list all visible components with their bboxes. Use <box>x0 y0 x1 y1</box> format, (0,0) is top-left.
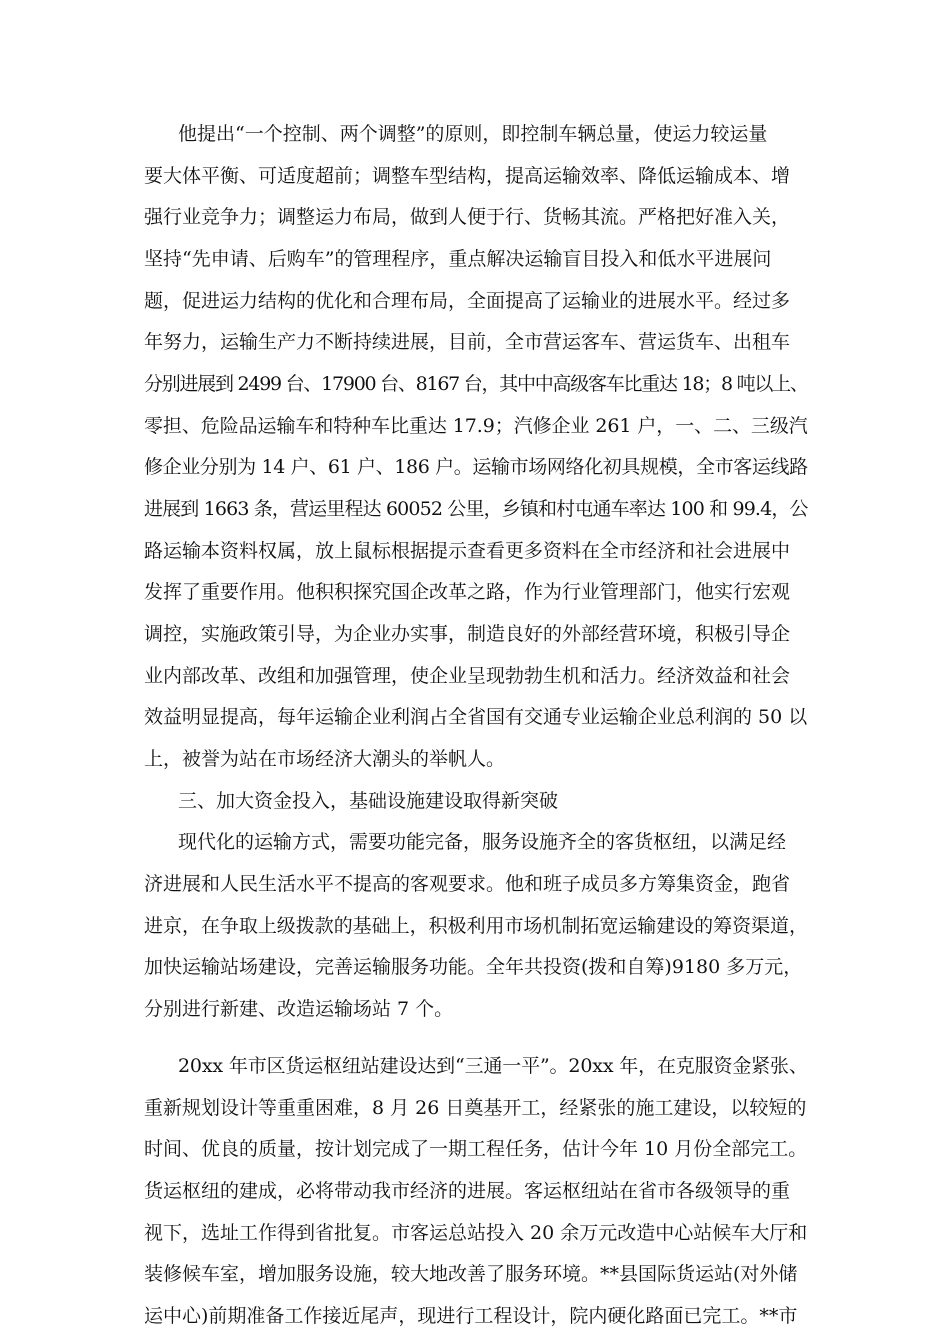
text-line: 视下，选址工作得到省批复。市客运总站投入 20 余万元改造中心站候车大厅和 <box>144 1222 808 1244</box>
text-line: 零担、危险品运输车和特种车比重达 17.9；汽修企业 261 户，一、二、三级汽 <box>144 415 808 437</box>
text-line: 效益明显提高，每年运输企业利润占全省国有交通专业运输企业总利润的 50 以 <box>144 706 808 728</box>
text-line: 重新规划设计等重重困难，8 月 26 日奠基开工，经紧张的施工建设，以较短的 <box>144 1097 807 1119</box>
text-line: 年努力，运输生产力不断持续进展，目前，全市营运客车、营运货车、出租车 <box>144 331 791 353</box>
text-line: 时间、优良的质量，按计划完成了一期工程任务，估计今年 10 月份全部完工。 <box>144 1138 808 1160</box>
text-line: 进展到 1663 条，营运里程达 60052 公里，乡镇和村屯通车率达 100 和 99.4，公 <box>144 498 808 520</box>
section-heading: 三、加大资金投入，基础设施建设取得新突破 <box>178 790 559 812</box>
text-line: 发挥了重要作用。他积积探究国企改革之路，作为行业管理部门，他实行宏观 <box>144 581 791 603</box>
text-line: 路运输本资料权属，放上鼠标根据提示查看更多资料在全市经济和社会进展中 <box>144 540 791 562</box>
text-line: 调控，实施政策引导，为企业办实事，制造良好的外部经营环境，积极引导企 <box>144 623 791 645</box>
text-line: 业内部改革、改组和加强管理，使企业呈现勃勃生机和活力。经济效益和社会 <box>144 665 791 687</box>
text-line: 运中心)前期准备工作接近尾声，现进行工程设计，院内硬化路面已完工。**市 <box>144 1305 798 1327</box>
text-line: 上，被誉为站在市场经济大潮头的举帆人。 <box>144 748 506 770</box>
text-line: 进京，在争取上级拨款的基础上，积极利用市场机制拓宽运输建设的筹资渠道， <box>144 915 809 937</box>
text-line: 货运枢纽的建成，必将带动我市经济的进展。客运枢纽站在省市各级领导的重 <box>144 1180 791 1202</box>
text-line: 他提出“一个控制、两个调整”的原则，即控制车辆总量，使运力较运量 <box>178 123 768 145</box>
text-line: 修企业分别为 14 户、61 户、186 户。运输市场网络化初具规模，全市客运线路 <box>144 456 808 478</box>
text-line: 20xx 年市区货运枢纽站建设达到“三通一平”。20xx 年，在克服资金紧张、 <box>178 1055 808 1077</box>
text-line: 现代化的运输方式，需要功能完备，服务设施齐全的客货枢纽，以满足经 <box>178 831 787 853</box>
text-line: 要大体平衡、可适度超前；调整车型结构，提高运输效率、降低运输成本、增 <box>144 165 791 187</box>
text-line: 强行业竞争力；调整运力布局，做到人便于行、货畅其流。严格把好准入关， <box>144 206 791 228</box>
text-line: 装修候车室，增加服务设施，较大地改善了服务环境。**县国际货运站(对外储 <box>144 1263 798 1285</box>
text-line: 济进展和人民生活水平不提高的客观要求。他和班子成员多方筹集资金，跑省 <box>144 873 791 895</box>
text-line: 加快运输站场建设，完善运输服务功能。全年共投资(拨和自筹)9180 多万元， <box>144 956 803 978</box>
text-line: 坚持“先申请、后购车”的管理程序，重点解决运输盲目投入和低水平进展问 <box>144 248 772 270</box>
text-line: 题，促进运力结构的优化和合理布局，全面提高了运输业的进展水平。经过多 <box>144 290 791 312</box>
text-line: 分别进展到 2499 台、17900 台、8167 台，其中中高级客车比重达 18；8 吨以上、 <box>144 373 808 395</box>
text-line: 分别进行新建、改造运输场站 7 个。 <box>144 998 454 1020</box>
